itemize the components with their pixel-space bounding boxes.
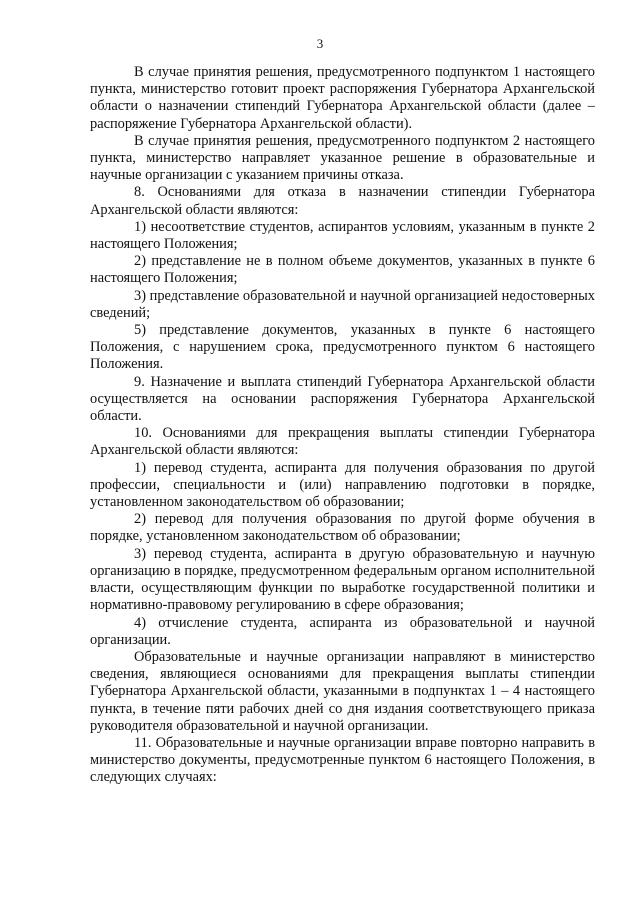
paragraph: 8. Основаниями для отказа в назначении стипендии Губернатора Архангельской области являются: xyxy=(90,184,595,218)
paragraph: 1) перевод студента, аспиранта для получения образования по другой профессии, специальности и (или) направлению подготовки в порядке, установленном законодательством об образовании; xyxy=(90,459,595,511)
paragraph: 3) представление образовательной и научной организацией недостоверных сведений; xyxy=(90,287,595,321)
paragraph: В случае принятия решения, предусмотренного подпунктом 1 настоящего пункта, министерство готовит проект распоряжения Губернатора Архангельской области о назначении стипендий Губернатора Архангельской области (далее – распоряжение Губернатора Архангельской области). xyxy=(90,64,595,132)
document-body xyxy=(90,64,595,787)
paragraph: В случае принятия решения, предусмотренного подпунктом 2 настоящего пункта, министерство направляет указанное решение в образовательные и научные организации с указанием причины отказа. xyxy=(90,132,595,184)
page-number: 3 xyxy=(316,36,324,51)
paragraph: 9. Назначение и выплата стипендий Губернатора Архангельской области осуществляется на основании распоряжения Губернатора Архангельской области. xyxy=(90,373,595,425)
paragraph: 4) отчисление студента, аспиранта из образовательной и научной организации. xyxy=(90,614,595,648)
paragraph: 3) перевод студента, аспиранта в другую образовательную и научную организацию в порядке, предусмотренном федеральным органом исполнительной власти, осуществляющим функции по выработке государственной политики и нормативно-правовому регулированию в сфере образования; xyxy=(90,545,595,614)
paragraph: 2) перевод для получения образования по другой форме обучения в порядке, установленном законодательством об образовании; xyxy=(90,511,595,545)
paragraph: 11. Образовательные и научные организации вправе повторно направить в министерство документы, предусмотренные пунктом 6 настоящего Положения, в следующих случаях: xyxy=(90,734,595,786)
paragraph: 2) представление не в полном объеме документов, указанных в пункте 6 настоящего Положения; xyxy=(90,253,595,287)
paragraph: 1) несоответствие студентов, аспирантов условиям, указанным в пункте 2 настоящего Положения; xyxy=(90,218,595,253)
paragraph: 5) представление документов, указанных в пункте 6 настоящего Положения, с нарушением срока, предусмотренного пунктом 6 настоящего Положения. xyxy=(90,322,595,373)
paragraph: 10. Основаниями для прекращения выплаты стипендии Губернатора Архангельской области являются: xyxy=(90,425,595,459)
paragraph: Образовательные и научные организации направляют в министерство сведения, являющиеся основаниями для прекращения выплаты стипендии Губернатора Архангельской области, указанными в подпунктах 1 – 4 настоящего пункта, в течение пяти рабочих дней со дня издания соответствующего приказа руководителя образовательной и научной организации. xyxy=(90,648,595,734)
